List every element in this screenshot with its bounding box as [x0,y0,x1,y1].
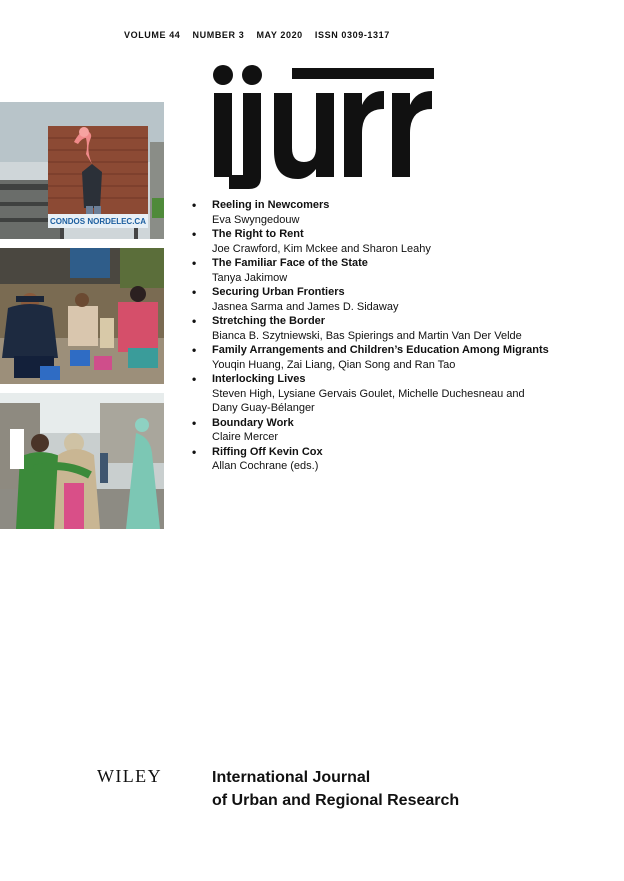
article-title: Interlocking Lives [212,373,306,385]
volume-label: VOLUME 44 [124,30,181,40]
article-title: The Right to Rent [212,228,304,240]
issn-label: ISSN 0309-1317 [314,30,390,40]
article-authors: Eva Swyngedouw [212,213,300,226]
article-title: Family Arrangements and Children’s Education Among Migrants [212,344,549,356]
toc-item [192,314,612,343]
article-authors: Tanya Jakimow [212,271,288,284]
article-authors: Allan Cochrane (eds.) [212,460,319,472]
journal-name-line-2: of Urban and Regional Research [212,792,460,809]
billboard-photo [0,102,164,239]
article-authors: Bianca B. Szytniewski, Bas Spierings and Martin Van Der Velde [212,329,522,342]
bullet-icon: • [192,415,197,430]
bullet-icon: • [192,343,197,357]
toc-item [192,285,612,314]
street-scene-photo [0,248,164,384]
toc-item [192,445,612,474]
women-walking-photo [0,393,164,529]
article-authors: Joe Crawford, Kim Mckee and Sharon Leahy [212,242,431,255]
issue-info [124,30,399,40]
article-title: Stretching the Border [212,315,326,327]
bullet-icon: • [192,227,197,241]
article-title: Boundary Work [212,416,294,429]
toc-item [192,416,612,445]
bullet-icon: • [192,444,197,459]
number-label: NUMBER 3 [192,30,245,40]
date-label: MAY 2020 [256,30,303,40]
bullet-icon: • [192,285,197,299]
bullet-icon: • [192,198,197,212]
article-title: Riffing Off Kevin Cox [212,445,323,458]
journal-name-line-1: International Journal [212,769,371,786]
article-authors: Steven High, Lysiane Gervais Goulet, Michelle Duchesneau and Dany Guay-Bélanger [212,387,525,414]
toc-item [192,372,612,416]
toc-item [192,227,612,256]
toc-item [192,256,612,285]
publisher-logo: WILEY [97,766,162,786]
billboard-sign-text: CONDOS NORDELEC.CA [49,217,147,226]
article-authors: Jasnea Sarma and James D. Sidaway [212,300,399,313]
bullet-icon: • [192,372,197,386]
article-title: Reeling in Newcomers [212,199,330,211]
article-title: Securing Urban Frontiers [212,286,345,298]
bullet-icon: • [192,256,197,270]
ijurr-logo [208,62,438,192]
toc-item [192,343,612,372]
toc-item [192,198,612,227]
bullet-icon: • [192,314,197,328]
article-authors: Youqin Huang, Zai Liang, Qian Song and Ran Tao [212,358,456,371]
article-title: The Familiar Face of the State [212,257,368,269]
journal-name [212,766,459,812]
article-authors: Claire Mercer [212,431,279,443]
table-of-contents [192,198,612,474]
